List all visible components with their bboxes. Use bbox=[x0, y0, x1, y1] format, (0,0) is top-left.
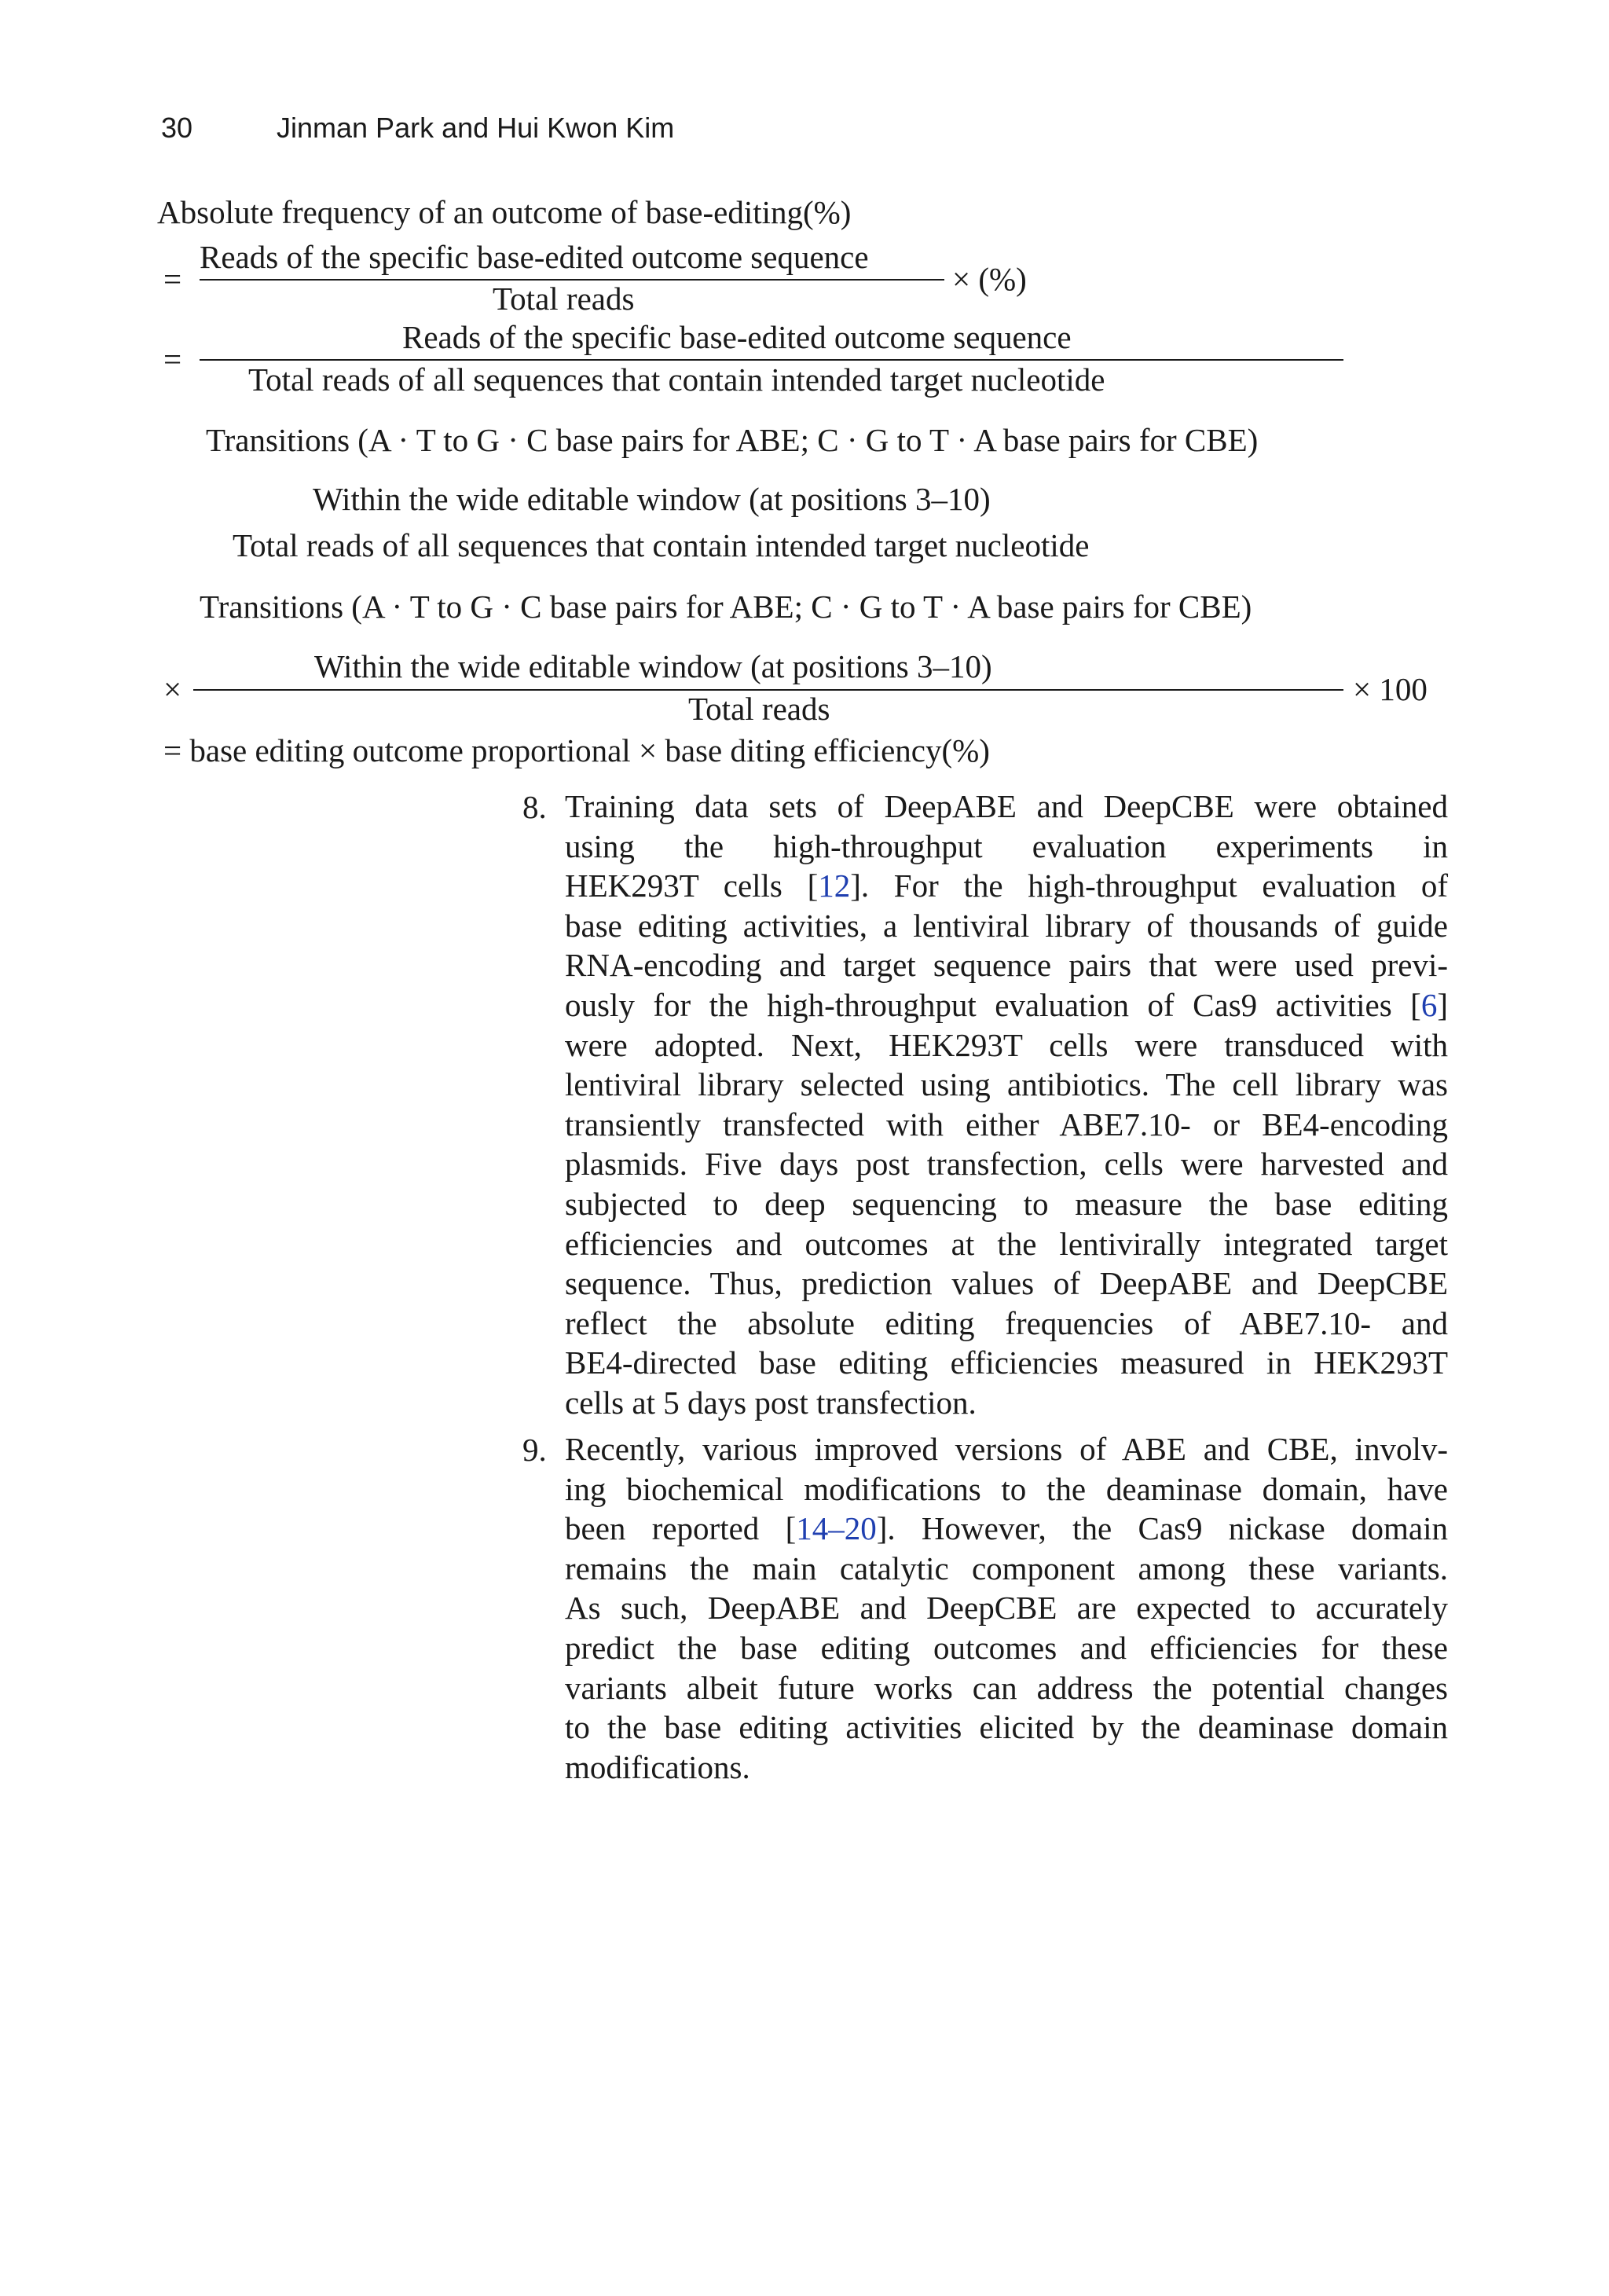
text-line: transiently transfected with either ABE7.10- or BE4-encoding bbox=[565, 1106, 1448, 1142]
text-line: Training data sets of DeepABE and DeepCBE were obtained bbox=[565, 788, 1448, 824]
text-line: BE4-directed base editing efficiencies measured in HEK293T bbox=[565, 1344, 1448, 1381]
text-line: cells at 5 days post transfection. bbox=[565, 1384, 977, 1421]
editable-window-line-2: Within the wide editable window (at positions 3–10) bbox=[314, 648, 992, 684]
fraction2-denominator: Total reads of all sequences that contain intended target nucleotide bbox=[248, 361, 1105, 398]
text-line: plasmids. Five days post transfection, cells were harvested and bbox=[565, 1146, 1448, 1183]
text-segment: ]. However, the Cas9 nickase domain bbox=[876, 1510, 1448, 1547]
text-line: efficiencies and outcomes at the lentivirally integrated target bbox=[565, 1225, 1448, 1262]
text-line: using the high-throughput evaluation experiments in bbox=[565, 827, 1448, 864]
citation-link-6[interactable]: 6 bbox=[1420, 986, 1438, 1023]
fraction1-denominator: Total reads bbox=[493, 281, 635, 317]
text-line: modifications. bbox=[565, 1748, 750, 1785]
text-line: ing biochemical modifications to the deaminase domain, have bbox=[565, 1470, 1448, 1507]
text-line: remains the main catalytic component among these variants. bbox=[565, 1550, 1448, 1586]
equation-lhs: Absolute frequency of an outcome of base-editing(%) bbox=[157, 194, 852, 230]
equation-final: = base editing outcome proportional × base diting efficiency(%) bbox=[163, 732, 990, 768]
editable-window-line-1: Within the wide editable window (at positions 3–10) bbox=[313, 481, 991, 517]
times-sign: × bbox=[163, 671, 182, 707]
fraction1-numerator: Reads of the specific base-edited outcome sequence bbox=[200, 239, 869, 275]
equals-sign-2: = bbox=[163, 341, 182, 377]
text-line: reflect the absolute editing frequencies of ABE7.10- and bbox=[565, 1304, 1448, 1341]
text-line-with-citation bbox=[565, 985, 1448, 1025]
text-line: RNA-encoding and target sequence pairs that were used previ- bbox=[565, 947, 1448, 984]
text-line-with-citation bbox=[565, 866, 1448, 906]
total-all-sequences-line: Total reads of all sequences that contain intended target nucleotide bbox=[233, 527, 1090, 563]
transitions-line-1: Transitions (A · T to G · C base pairs for ABE; C · G to T · A base pairs for CBE) bbox=[206, 422, 1259, 458]
running-head-authors: Jinman Park and Hui Kwon Kim bbox=[277, 112, 675, 144]
text-line: predict the base editing outcomes and efficiencies for these bbox=[565, 1629, 1448, 1666]
fraction1-suffix: × (%) bbox=[952, 261, 1027, 297]
text-line: subjected to deep sequencing to measure the base editing bbox=[565, 1185, 1448, 1222]
text-segment: been reported [ bbox=[565, 1510, 797, 1547]
text-line: lentiviral library selected using antibiotics. The cell library was bbox=[565, 1066, 1448, 1103]
text-segment: ] bbox=[1437, 986, 1448, 1023]
text-segment: ]. For the high-throughput evaluation of bbox=[850, 867, 1448, 904]
fraction2-bar bbox=[200, 359, 1343, 361]
fraction3-denominator: Total reads bbox=[688, 691, 830, 727]
text-line-with-citation bbox=[565, 1509, 1448, 1549]
note-number: 8. bbox=[522, 789, 547, 825]
text-line: were adopted. Next, HEK293T cells were transduced with bbox=[565, 1026, 1448, 1063]
times-100: × 100 bbox=[1353, 671, 1428, 707]
fraction2-numerator: Reads of the specific base-edited outcome sequence bbox=[402, 319, 1072, 355]
text-line: As such, DeepABE and DeepCBE are expected to accurately bbox=[565, 1590, 1448, 1627]
text-line: base editing activities, a lentiviral library of thousands of guide bbox=[565, 907, 1448, 944]
text-line: sequence. Thus, prediction values of DeepABE and DeepCBE bbox=[565, 1265, 1448, 1302]
equals-sign-1: = bbox=[163, 261, 182, 297]
text-line: to the base editing activities elicited by the deaminase domain bbox=[565, 1709, 1448, 1746]
note-text bbox=[565, 787, 1448, 1423]
page-number: 30 bbox=[161, 112, 193, 144]
text-segment: HEK293T cells [ bbox=[565, 867, 819, 904]
text-line: variants albeit future works can address the potential changes bbox=[565, 1669, 1448, 1706]
text-line: Recently, various improved versions of ABE and CBE, involv- bbox=[565, 1431, 1448, 1467]
citation-link-14-20[interactable]: 14–20 bbox=[796, 1510, 877, 1547]
note-text bbox=[565, 1429, 1448, 1787]
transitions-line-2: Transitions (A · T to G · C base pairs for ABE; C · G to T · A base pairs for CBE) bbox=[200, 589, 1252, 625]
note-number: 9. bbox=[522, 1432, 547, 1468]
text-segment: ously for the high-throughput evaluation of Cas9 activities [ bbox=[565, 986, 1421, 1023]
citation-link-12[interactable]: 12 bbox=[818, 867, 851, 904]
